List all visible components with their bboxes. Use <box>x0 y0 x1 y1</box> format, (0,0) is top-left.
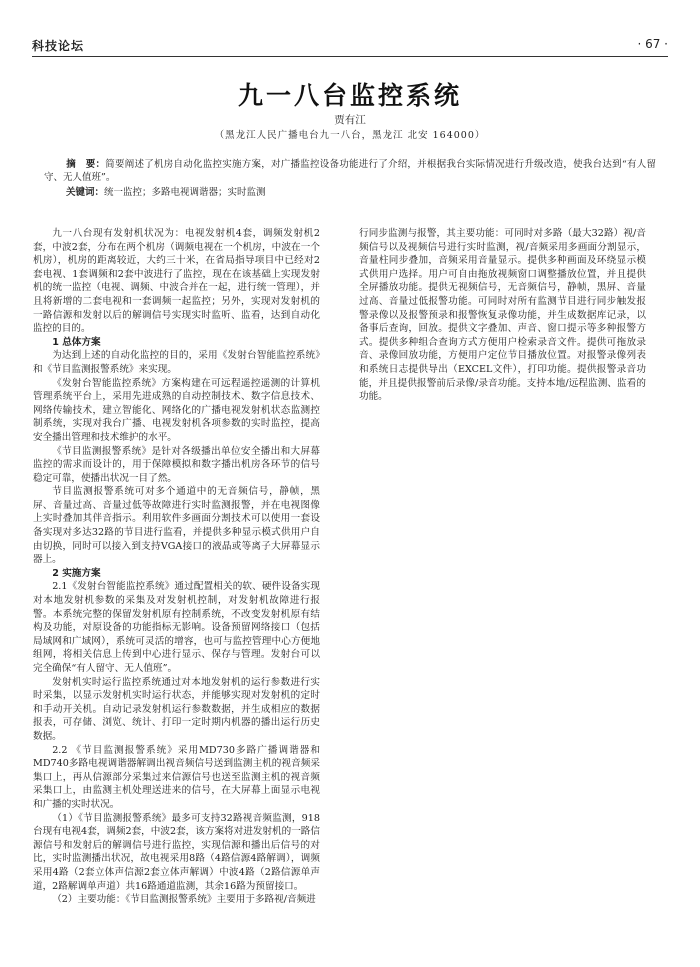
body-paragraph: 2.2 《节目监测报警系统》采用MD730多路广播调谐器和MD740多路电视调谐器解调出视音频信号送到监测主机的视音频采集口上，再从信源部分采集过来信源信号也送至监测主机的视音频采集口上，由监测主机处理送进来的信号，在大屏幕上面显示电视和广播的实时状况。 <box>33 744 320 810</box>
body-paragraph: 为达到上述的自动化监控的目的，采用《发射台智能监控系统》和《节目监测报警系统》来实现。 <box>33 350 320 375</box>
running-head <box>32 37 668 53</box>
article-author: 贾有江 <box>334 114 366 126</box>
body-paragraph: （1）《节目监测报警系统》最多可支持32路视音频监测，918台现有电视4套，调频2套，中波2套，该方案将对进发射机的一路信源信号和发射后的解调信号进行监控，实现信源和播出后信号的对比，实时监测播出状况，故电视采用8路（4路信源4路解调），调频采用4路（2套立体声信源2套立体声解调）中波4路（2路信源单声道，2路解调单声道）共16路通道监测，其余16路为预留接口。 <box>33 812 320 892</box>
author-affiliation: （黑龙江人民广播电台九一八台，黑龙江 北安 164000） <box>214 130 486 141</box>
body-paragraph: 九一八台现有发射机状况为：电视发射机4套，调频发射机2套，中波2套，分布在两个机房（调频电视在一个机房，中波在一个机房），机房的距离较近，大约三十米，在省局指导项目中已经对2套电视、1套调频和2套中波进行了监控，现在在该基础上实现发射机的统一监控（电视、调频、中波合并在一起，进行统一管理），并且将新增的二套电视和一套调频一起监控；另外，实现对发射机的一路信源和发射以后的解调信号实现实时监听、监看，达到自动化监控的目的。 <box>33 228 320 335</box>
abstract <box>44 158 656 184</box>
body-paragraph: 《节目监测报警系统》是针对各级播出单位安全播出和大屏幕监控的需求而设计的，用于保障模拟和数字播出机房各环节的信号稳定可靠，使播出状况一目了然。 <box>33 445 320 484</box>
journal-name: 科技论坛 <box>32 39 85 53</box>
body-column-left <box>33 227 320 907</box>
body-paragraph: 节目监测报警系统可对多个通道中的无音频信号，静帧，黑屏、音量过高、音量过低等故障进行实时监测报警，并在电视图像上实时叠加其伴音指示。利用软件多画面分割技术可以使用一套设备实现对多达32路的节目进行监看，并提供多种显示模式供用户自由切换，同时可以接入到支持VGA接口的液晶或等离子大屏幕显示器上。 <box>33 486 320 566</box>
abstract-label: 摘 要： <box>66 159 106 170</box>
page-number: · 67 · <box>637 37 668 51</box>
keywords <box>66 186 656 199</box>
article-title: 九一八台监控系统 <box>237 81 462 110</box>
body-paragraph: （2）主要功能：《节目监测报警系统》主要用于多路视/音频进 <box>52 894 316 906</box>
body-paragraph: 行同步监测与报警，其主要功能：可同时对多路（最大32路）视/音频信号以及视频信号进行实时监测，视/音频采用多画面分割显示，音量柱同步叠加，音频采用音量显示。提供多种画面及环绕显示模式供用户选择。用户可自由拖放视频窗口调整播放位置，并且提供全屏播放功能。提供无视频信号，无音频信号，静帧，黑屏、音量过高、音量过低报警功能。可同时对所有监测节目进行同步触发报警录像以及报警预录和报警恢复录像功能，并生成数据库记录，以备事后查询，回放。提供文字叠加、声音、窗口提示等多种报警方式。提供多种组合查询方式方便用户检索录音文件。提供可拖放录音、录像回放功能，方便用户定位节目播放位置。对报警录像列表和系统日志提供导出（EXCEL文件），打印功能。提供报警录音功能，并且提供报警前后录像/录音功能。支持本地/远程监测、监看的功能。 <box>359 228 646 403</box>
body-paragraph: 2.1《发射台智能监控系统》通过配置相关的软、硬件设备实现对本地发射机参数的采集及对发射机控制，对发射机故障进行报警。本系统完整的保留发射机原有控制系统，不改变发射机原有结构及功能，对原设备的功能指标无影响。设备预留网络接口（包括局域网和广域网），系统可灵活的增容，也可与监控管理中心方便地组网，将相关信息上传到中心进行显示、保存与管理。发射台可以完全确保“有人留守、无人值班”。 <box>33 581 320 674</box>
section-heading: 2 实施方案 <box>52 567 101 579</box>
keywords-label: 关键词： <box>66 187 105 198</box>
section-heading: 1 总体方案 <box>52 336 101 348</box>
abstract-text: 简要阐述了机房自动化监控实施方案，对广播监控设备功能进行了介绍，并根据我台实际情况进行升级改造，使我台达到“有人留守、无人值班”。 <box>44 159 656 183</box>
header-rule <box>32 56 668 57</box>
body-paragraph: 《发射台智能监控系统》方案构建在可远程遥控遥测的计算机管理系统平台上，采用先进成熟的自动控制技术、数字信息技术、网络传输技术，建立智能化、网络化的广播电视发射机状态监测控制系统，实现对我台广播、电视发射机各项参数的实时监控，提高安全播出管理和技术维护的水平。 <box>33 377 320 443</box>
body-column-right <box>359 227 646 404</box>
keywords-text: 统一监控；多路电视调谐器；实时监测 <box>104 187 266 198</box>
body-paragraph: 发射机实时运行监控系统通过对本地发射机的运行参数进行实时采集，以显示发射机实时运行状态，并能够实现对发射机的定时和手动开关机。自动记录发射机运行参数数据，并生成相应的数据报表，可存储、浏览、统计、打印一定时期内机器的播出运行历史数据。 <box>33 676 320 742</box>
